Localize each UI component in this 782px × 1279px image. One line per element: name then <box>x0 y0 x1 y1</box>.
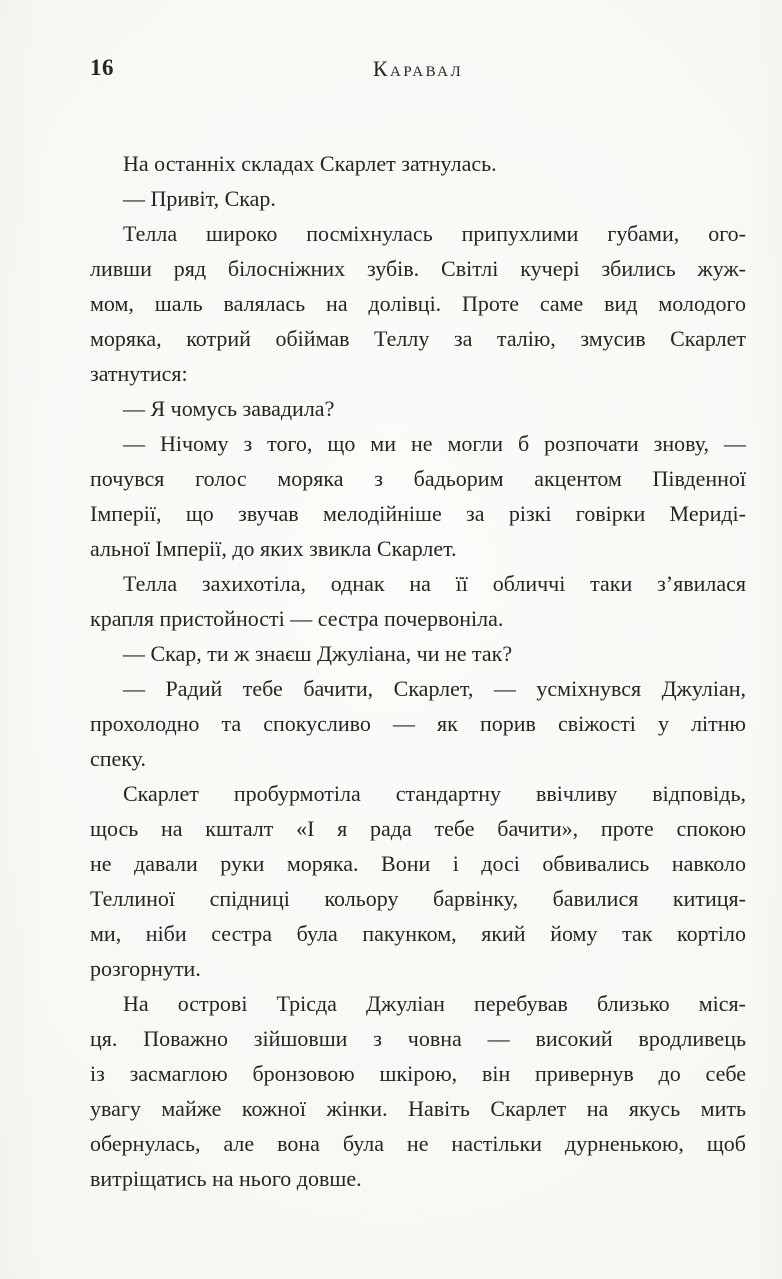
text-line: розгорнути. <box>90 956 201 981</box>
text-line: ми, ніби сестра була пакунком, який йому так кортіло <box>90 921 746 946</box>
paragraph <box>90 146 746 181</box>
text-line: Скарлет пробурмотіла стандартну ввічливу відповідь, <box>123 781 746 806</box>
text-line: — Я чомусь завадила? <box>123 396 335 421</box>
text-line: — Нічому з того, що ми не могли б розпочати знову, — <box>123 431 746 456</box>
text-line: щось на кшталт «І я рада тебе бачити», проте спокою <box>90 816 746 841</box>
text-line: спеку. <box>90 746 146 771</box>
page-number: 16 <box>90 55 114 80</box>
text-line: Телла захихотіла, однак на її обличчі таки з’явилася <box>123 571 746 596</box>
text-line: почувся голос моряка з бадьорим акцентом Південної <box>90 466 746 491</box>
text-line: прохолодно та спокусливо — як порив свіжості у літню <box>90 711 746 736</box>
paragraph <box>90 216 746 391</box>
text-line: крапля пристойності — сестра почервоніла. <box>90 606 504 631</box>
text-line: обернулась, але вона була не настільки дурненькою, щоб <box>90 1131 746 1156</box>
text-line: ця. Поважно зійшовши з човна — високий вродливець <box>90 1026 746 1051</box>
text-line: альної Імперії, до яких звикла Скарлет. <box>90 536 457 561</box>
text-line: Імперії, що звучав мелодійніше за різкі говірки Мериді- <box>90 501 746 526</box>
paragraph <box>90 426 746 566</box>
text-line: витріщатись на нього довше. <box>90 1166 362 1191</box>
text-line: ливши ряд білосніжних зубів. Світлі кучері збились жуж- <box>90 256 746 281</box>
text-line: із засмаглою бронзовою шкірою, він привернув до себе <box>90 1061 746 1086</box>
paragraph <box>90 776 746 986</box>
running-title: Каравал <box>372 56 464 81</box>
text-line: не давали руки моряка. Вони і досі обвивались навколо <box>90 851 746 876</box>
paragraph <box>90 671 746 776</box>
text-line: На острові Трісда Джуліан перебував близько міся- <box>123 991 746 1016</box>
paragraph <box>90 391 746 426</box>
paragraph <box>90 181 746 216</box>
text-line: — Скар, ти ж знаєш Джуліана, чи не так? <box>123 641 513 666</box>
paragraph <box>90 986 746 1196</box>
text-line: моряка, котрий обіймав Теллу за талію, змусив Скарлет <box>90 326 746 351</box>
text-line: Теллиної спідниці кольору барвінку, бавилися китиця- <box>90 886 746 911</box>
running-head <box>90 55 746 87</box>
paragraph <box>90 636 746 671</box>
text-line: мом, шаль валялась на долівці. Проте саме вид молодого <box>90 291 746 316</box>
text-line: затнутися: <box>90 361 188 386</box>
paragraph <box>90 566 746 636</box>
text-line: — Привіт, Скар. <box>123 186 276 211</box>
text-line: увагу майже кожної жінки. Навіть Скарлет на якусь мить <box>90 1096 746 1121</box>
text-line: На останніх складах Скарлет затнулась. <box>123 151 497 176</box>
text-line: Телла широко посміхнулась припухлими губами, ого- <box>123 221 746 246</box>
text-line: — Радий тебе бачити, Скарлет, — усміхнувся Джуліан, <box>123 676 746 701</box>
body-text <box>90 146 746 1196</box>
